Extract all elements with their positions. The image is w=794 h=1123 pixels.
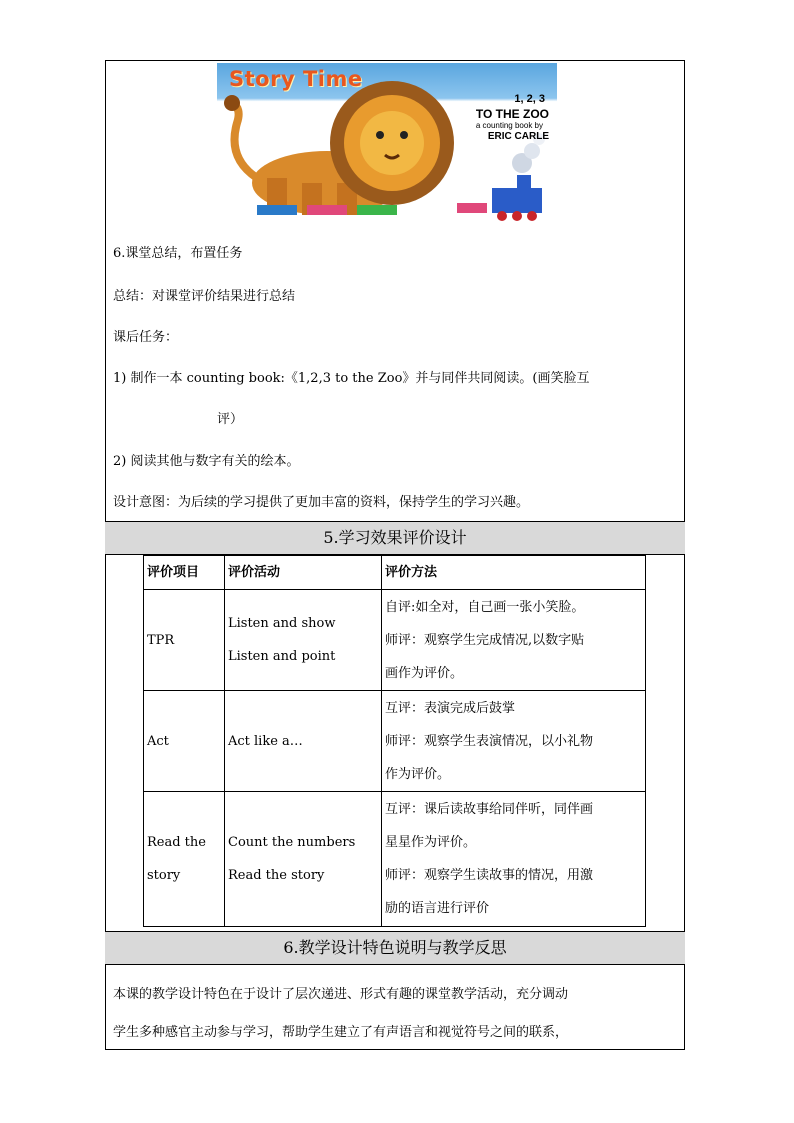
row-method: 互评：课后读故事给同伴听，同伴画 星星作为评价。 师评：观察学生读故事的情况，用激 励的语言进行评价 — [382, 792, 646, 927]
homework-item-2: 2) 阅读其他与数字有关的绘本。 — [113, 454, 300, 469]
section-5-header: 5.学习效果评价设计 — [105, 521, 685, 555]
reflection-paragraph-line-1: 本课的教学设计特色在于设计了层次递进、形式有趣的课堂教学活动，充分调动 — [113, 987, 569, 1002]
section-6-header: 6.教学设计特色说明与教学反思 — [105, 931, 685, 965]
homework-item-1: 1) 制作一本 counting book:《1,2,3 to the Zoo》并与同伴共同阅读。(画笑脸互 — [113, 371, 590, 386]
homework-item-1-cont: 评） — [217, 412, 244, 427]
design-intent: 设计意图：为后续的学习提供了更加丰富的资料，保持学生的学习兴趣。 — [113, 495, 530, 510]
cover-book-title: TO THE ZOO — [475, 107, 549, 121]
cover-author: ERIC CARLE — [487, 131, 549, 142]
summary-text: 总结：对课堂评价结果进行总结 — [113, 289, 296, 304]
header-item: 评价项目 — [144, 556, 225, 590]
header-activity: 评价活动 — [225, 556, 382, 590]
row-activity: Listen and show Listen and point — [225, 590, 382, 691]
homework-heading: 课后任务： — [113, 330, 179, 345]
row-method: 自评:如全对，自己画一张小笑脸。 师评：观察学生完成情况,以数字贴 画作为评价。 — [382, 590, 646, 691]
table-row — [144, 691, 646, 792]
row-activity: Count the numbers Read the story — [225, 792, 382, 927]
table-row — [144, 792, 646, 927]
row-activity: Act like a… — [225, 691, 382, 792]
row-item: TPR — [144, 590, 225, 691]
header-method: 评价方法 — [382, 556, 646, 590]
cover-subtitle: a counting book by — [475, 121, 543, 130]
row-method: 互评：表演完成后鼓掌 师评：观察学生表演情况，以小礼物 作为评价。 — [382, 691, 646, 792]
row-item: Read the story — [144, 792, 225, 927]
cover-series-title: Story Time — [229, 67, 363, 91]
cover-numbers: 1, 2, 3 — [514, 93, 545, 105]
row-item: Act — [144, 691, 225, 792]
book-cover-image — [217, 63, 557, 223]
table-header-row — [144, 556, 646, 590]
summary-heading: 6.课堂总结，布置任务 — [113, 246, 243, 261]
table-row — [144, 590, 646, 691]
evaluation-table — [143, 555, 646, 927]
reflection-paragraph-line-2: 学生多种感官主动参与学习，帮助学生建立了有声语言和视觉符号之间的联系， — [113, 1025, 569, 1040]
